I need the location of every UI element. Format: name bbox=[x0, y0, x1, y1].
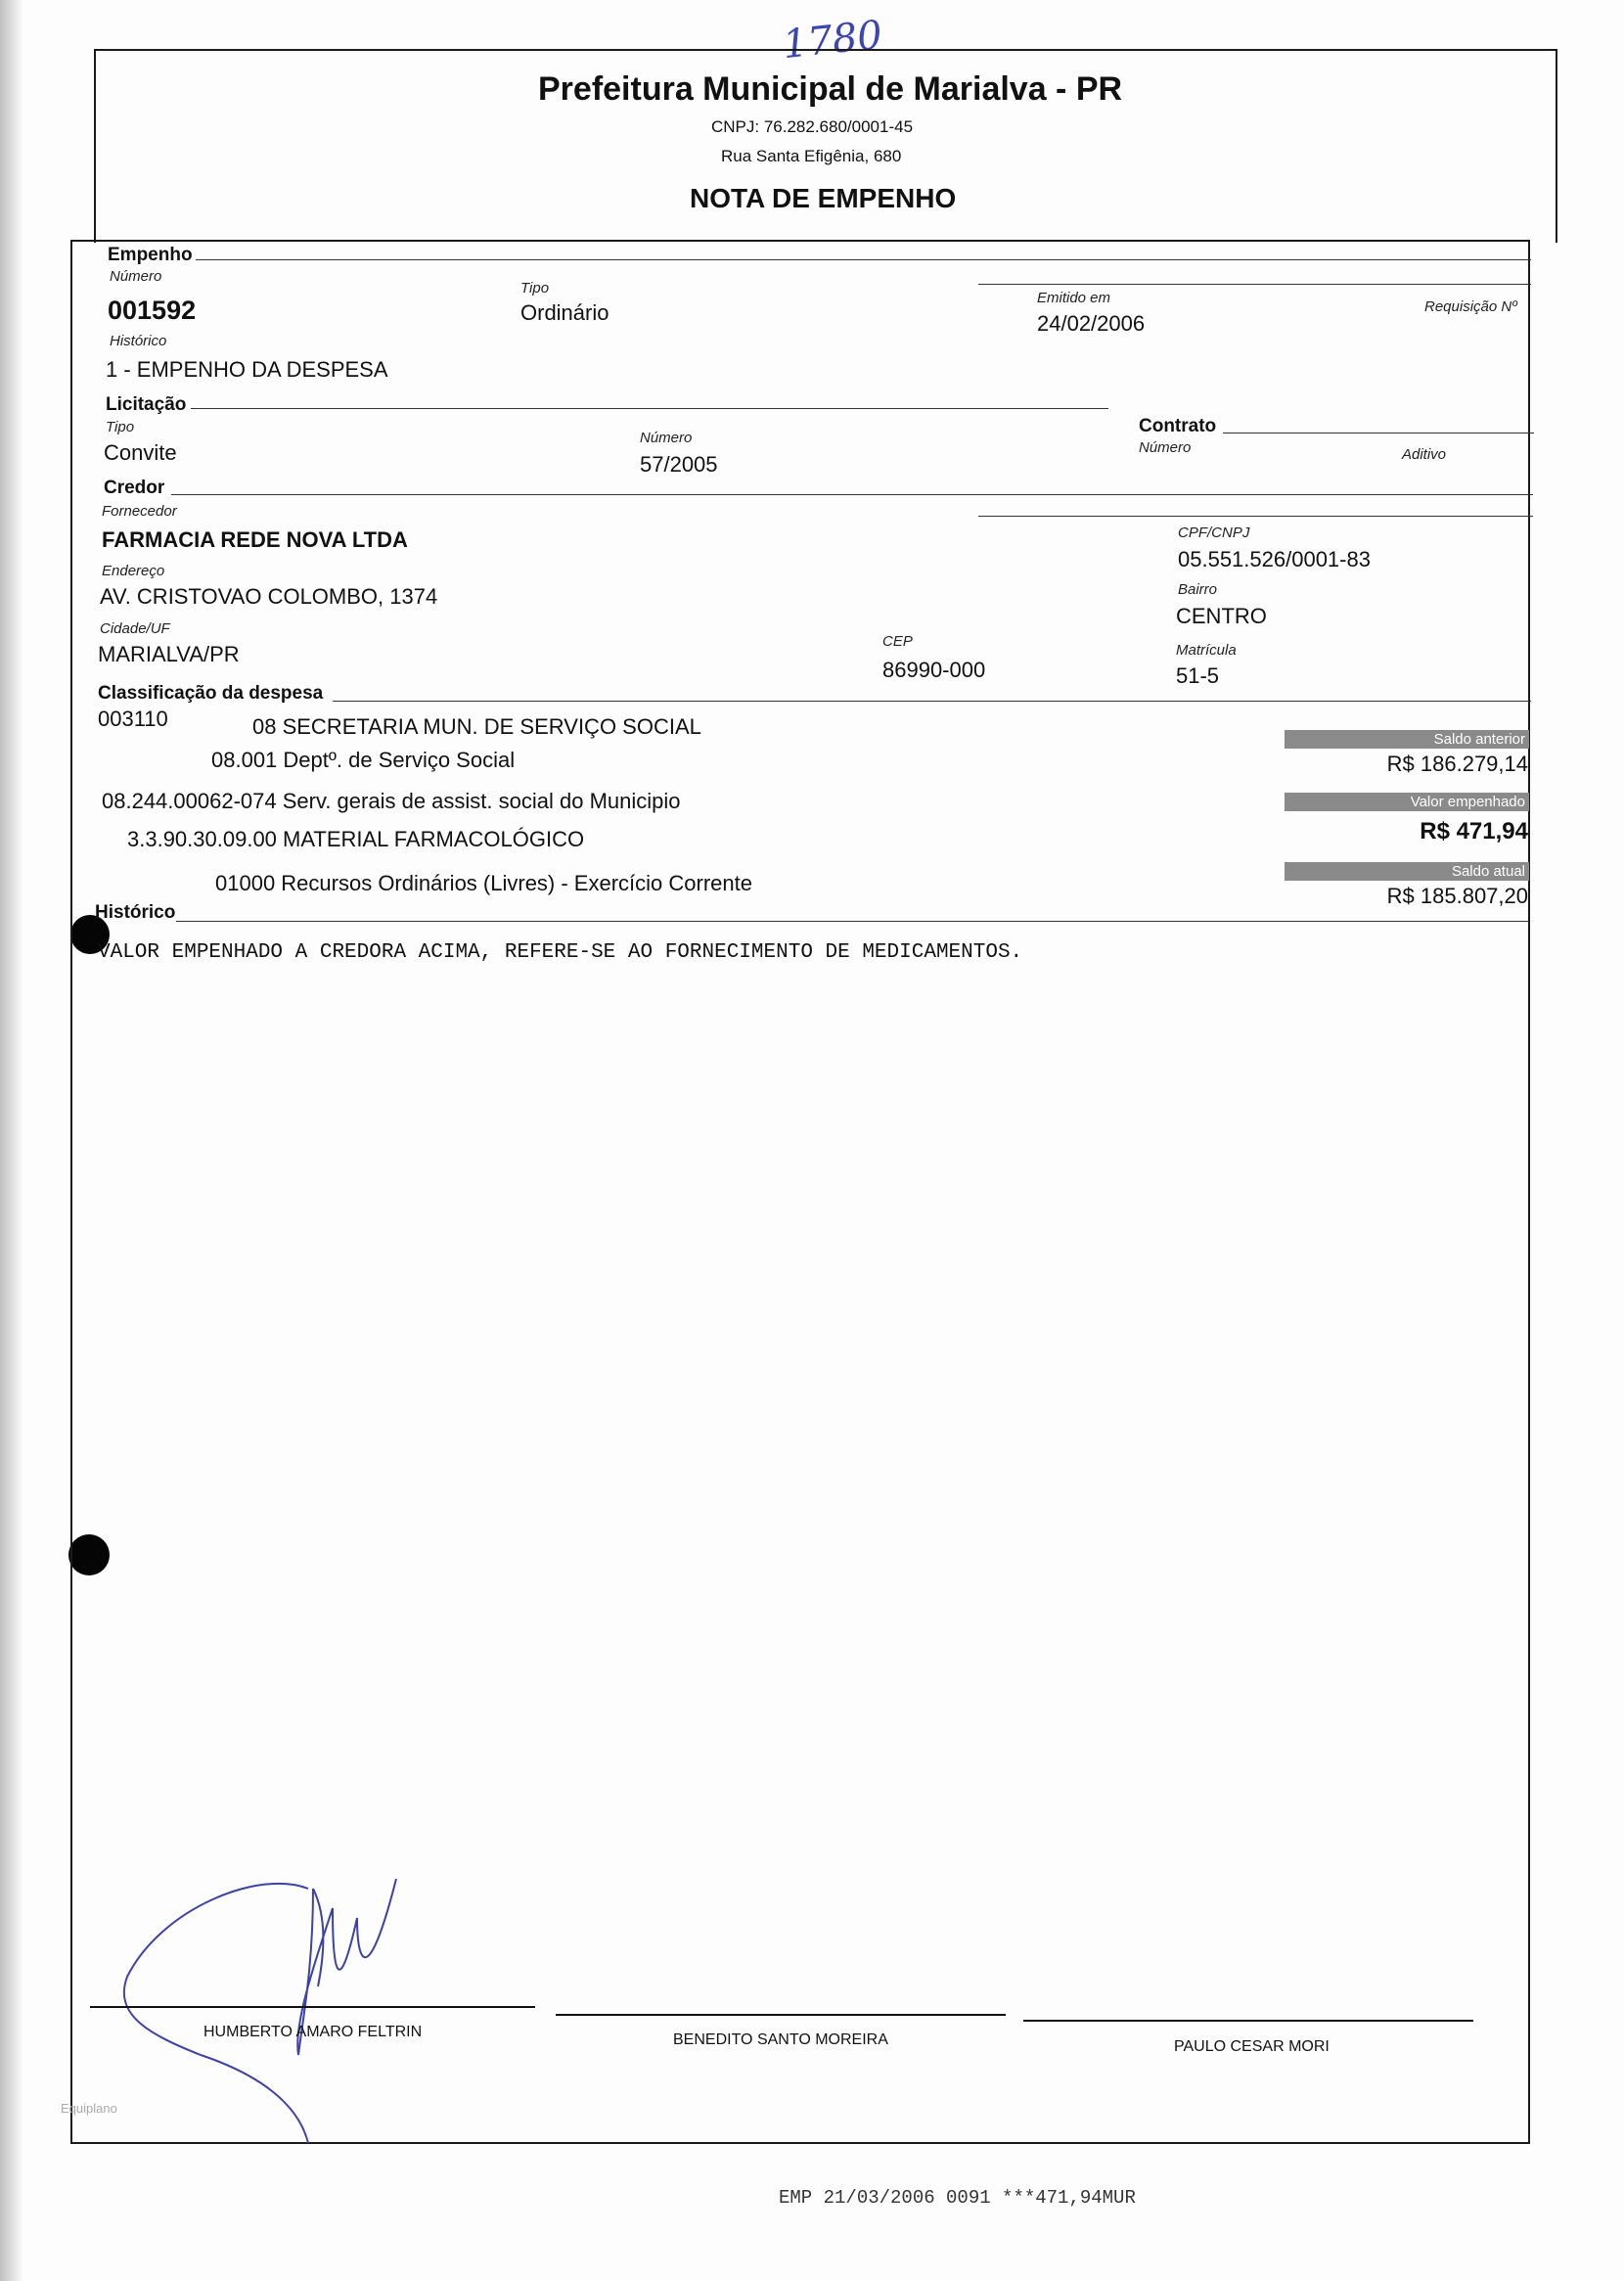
endereco-label: Endereço bbox=[102, 563, 165, 579]
saldo-anterior-label: Saldo anterior bbox=[1285, 730, 1529, 749]
address-line: Rua Santa Efigênia, 680 bbox=[721, 147, 902, 165]
section-licitacao: Licitação bbox=[106, 394, 187, 415]
contrato-numero-label: Número bbox=[1139, 439, 1192, 456]
emitido-label: Emitido em bbox=[1037, 290, 1111, 306]
matricula-label: Matrícula bbox=[1176, 642, 1237, 659]
saldo-atual-label: Saldo atual bbox=[1285, 862, 1529, 881]
signatory-name: HUMBERTO AMARO FELTRIN bbox=[203, 2024, 423, 2040]
matricula-value: 51-5 bbox=[1176, 663, 1220, 688]
cep-label: CEP bbox=[882, 633, 913, 650]
licitacao-tipo: Convite bbox=[104, 440, 177, 465]
classificacao-code: 003110 bbox=[98, 707, 168, 731]
page-title: Prefeitura Municipal de Marialva - PR bbox=[538, 70, 1123, 108]
section-historico: Histórico bbox=[95, 902, 176, 923]
signature-line bbox=[1023, 2020, 1473, 2022]
fornecedor-name: FARMACIA REDE NOVA LTDA bbox=[102, 527, 408, 552]
licitacao-numero-label: Número bbox=[640, 430, 693, 446]
numero-label: Número bbox=[110, 268, 162, 285]
scan-edge-shadow bbox=[0, 0, 23, 2281]
footer-brand: Equiplano bbox=[61, 2101, 117, 2116]
signature-scribble bbox=[113, 1849, 465, 2153]
valor-empenhado-value: R$ 471,94 bbox=[1420, 818, 1528, 844]
section-empenho: Empenho bbox=[108, 245, 193, 265]
handwritten-number: 1780 bbox=[780, 12, 884, 68]
cep-value: 86990-000 bbox=[882, 658, 986, 682]
empenho-historico: 1 - EMPENHO DA DESPESA bbox=[106, 357, 388, 382]
classificacao-line: 3.3.90.30.09.00 MATERIAL FARMACOLÓGICO bbox=[127, 827, 585, 851]
cpf-value: 05.551.526/0001-83 bbox=[1178, 547, 1371, 571]
payment-stamp: EMP 21/03/2006 0091 ***471,94MUR bbox=[779, 2187, 1136, 2209]
divider bbox=[196, 259, 1531, 260]
classificacao-line: 01000 Recursos Ordinários (Livres) - Exercício Corrente bbox=[215, 871, 752, 895]
aditivo-label: Aditivo bbox=[1402, 446, 1447, 463]
cpf-label: CPF/CNPJ bbox=[1178, 525, 1250, 541]
signature-line bbox=[90, 2006, 535, 2008]
cidade-label: Cidade/UF bbox=[100, 620, 170, 637]
divider bbox=[978, 516, 1533, 517]
empenho-numero: 001592 bbox=[108, 296, 197, 325]
classificacao-line: 08 SECRETARIA MUN. DE SERVIÇO SOCIAL bbox=[252, 714, 701, 739]
classificacao-line: 08.244.00062-074 Serv. gerais de assist. social do Municipio bbox=[102, 789, 681, 813]
requisicao-label: Requisição Nº bbox=[1424, 298, 1517, 315]
divider bbox=[171, 494, 1533, 495]
section-contrato: Contrato bbox=[1139, 416, 1217, 436]
signatory-name: PAULO CESAR MORI bbox=[1174, 2038, 1330, 2055]
emitido-date: 24/02/2006 bbox=[1037, 311, 1146, 336]
fornecedor-label: Fornecedor bbox=[102, 503, 177, 520]
cnpj-line: CNPJ: 76.282.680/0001-45 bbox=[711, 117, 914, 136]
licitacao-tipo-label: Tipo bbox=[106, 419, 135, 435]
tipo-label: Tipo bbox=[520, 280, 550, 297]
signatory-name: BENEDITO SANTO MOREIRA bbox=[673, 2031, 888, 2048]
section-classificacao: Classificação da despesa bbox=[98, 683, 324, 704]
valor-empenhado-label: Valor empenhado bbox=[1285, 793, 1529, 811]
divider bbox=[978, 284, 1531, 285]
endereco-value: AV. CRISTOVAO COLOMBO, 1374 bbox=[100, 584, 438, 609]
cidade-value: MARIALVA/PR bbox=[98, 642, 240, 666]
section-credor: Credor bbox=[104, 478, 165, 498]
historico-text: VALOR EMPENHADO A CREDORA ACIMA, REFERE-SE AO FORNECIMENTO DE MEDICAMENTOS. bbox=[98, 941, 1023, 964]
bairro-value: CENTRO bbox=[1176, 604, 1267, 628]
empenho-tipo: Ordinário bbox=[520, 300, 609, 325]
divider bbox=[333, 701, 1531, 702]
historico-label: Histórico bbox=[110, 333, 167, 349]
classificacao-line: 08.001 Deptº. de Serviço Social bbox=[211, 748, 516, 772]
divider bbox=[191, 408, 1108, 409]
signature-line bbox=[556, 2014, 1006, 2016]
document-title: NOTA DE EMPENHO bbox=[690, 183, 957, 213]
bairro-label: Bairro bbox=[1178, 581, 1218, 598]
licitacao-numero: 57/2005 bbox=[640, 452, 718, 477]
saldo-atual-value: R$ 185.807,20 bbox=[1386, 884, 1528, 908]
divider bbox=[176, 921, 1529, 922]
saldo-anterior-value: R$ 186.279,14 bbox=[1386, 752, 1528, 776]
